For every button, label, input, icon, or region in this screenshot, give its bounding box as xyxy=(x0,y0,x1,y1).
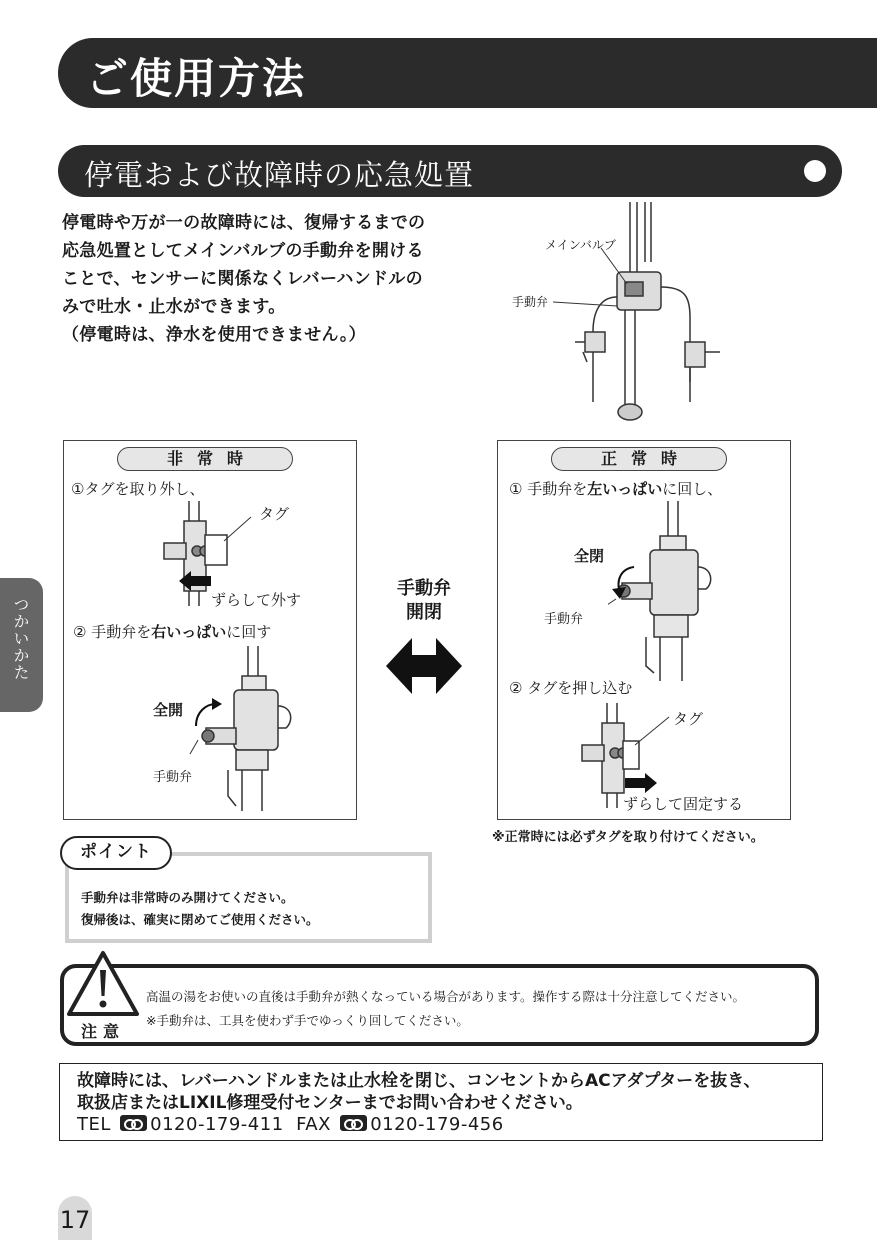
valve-overview-drawing xyxy=(505,202,745,432)
point-line1: 手動弁は非常時のみ開けてください。 xyxy=(81,890,294,905)
normal-panel xyxy=(497,440,791,820)
page-number: 17 xyxy=(58,1196,92,1240)
emergency-step2 xyxy=(73,621,271,642)
caution-box xyxy=(60,964,819,1046)
intro-line: みで吐水・止水ができます。 xyxy=(62,297,286,317)
emergency-step2-prefix: ② 手動弁を xyxy=(73,623,152,641)
normal-manual-valve: 手動弁 xyxy=(544,612,584,627)
normal-step1-bold: 左いっぱい xyxy=(587,480,663,498)
tel-number: 0120-179-411 xyxy=(150,1114,284,1135)
emergency-step2-bold: 右いっぱい xyxy=(151,623,227,641)
tel-label: TEL xyxy=(77,1114,111,1135)
caution-line1: 高温の湯をお使いの直後は手動弁が熱くなっている場合があります。操作する際は十分注意してください。 xyxy=(146,989,746,1004)
caution-label: 注意 xyxy=(78,1019,128,1042)
page-header xyxy=(58,38,877,108)
emergency-slide-remove: ずらして外す xyxy=(211,591,302,609)
intro-line: （停電時は、浄水を使用できません。） xyxy=(62,325,366,345)
emergency-fully-open: 全開 xyxy=(153,701,184,719)
caution-line2: ※手動弁は、工具を使わず手でゆっくり回してください。 xyxy=(146,1013,469,1028)
contact-line1: 故障時には、レバーハンドルまたは止水栓を閉じ、コンセントからACアダプターを抜き、 xyxy=(77,1071,761,1091)
manual-valve-toggle-label xyxy=(386,577,462,625)
page-title: ご使用方法 xyxy=(86,54,307,103)
contact-line2: 取扱店またはLIXIL修理受付センターまでお問い合わせください。 xyxy=(77,1093,583,1113)
normal-step1 xyxy=(509,478,722,499)
normal-step1-suffix: に回し、 xyxy=(662,480,723,498)
side-tab xyxy=(0,578,43,712)
contact-phone-line xyxy=(77,1114,822,1136)
warning-icon xyxy=(67,950,139,1018)
intro-line: 停電時や万が一の故障時には、復帰するまでの xyxy=(62,213,426,233)
emergency-title: 非常時 xyxy=(117,447,293,471)
point-line2: 復帰後は、確実に閉めてご使用ください。 xyxy=(81,912,319,927)
section-header xyxy=(58,145,842,197)
intro-text xyxy=(62,209,472,349)
section-title: 停電および故障時の応急処置 xyxy=(84,158,475,192)
intro-line: 応急処置としてメインバルブの手動弁を開ける xyxy=(62,241,424,261)
valve-close-illustration xyxy=(608,501,718,681)
point-label: ポイント xyxy=(60,836,172,870)
section-dot-icon xyxy=(804,160,826,182)
contact-box xyxy=(59,1063,823,1141)
side-tab-label: つかいかた xyxy=(11,596,30,681)
emergency-manual-valve: 手動弁 xyxy=(153,770,193,785)
free-dial-icon xyxy=(340,1115,367,1131)
double-arrow-icon xyxy=(386,638,462,694)
free-dial-icon xyxy=(120,1115,147,1131)
emergency-panel xyxy=(63,440,357,820)
normal-slide-fix: ずらして固定する xyxy=(623,795,744,813)
main-valve-label: メインバルブ xyxy=(545,238,616,252)
fax-label: FAX xyxy=(296,1114,331,1135)
emergency-step2-suffix: に回す xyxy=(226,623,272,641)
normal-fully-closed: 全閉 xyxy=(574,547,605,565)
normal-tag-label: タグ xyxy=(673,710,704,728)
valve-open-illustration xyxy=(184,646,304,811)
middle-line1: 手動弁 xyxy=(397,578,451,599)
normal-step2: ② タグを押し込む xyxy=(509,679,633,697)
fax-number: 0120-179-456 xyxy=(370,1114,504,1135)
valve-overview-illustration xyxy=(505,202,745,432)
emergency-step1: ①タグを取り外し、 xyxy=(71,480,205,498)
normal-step1-prefix: ① 手動弁を xyxy=(509,480,588,498)
middle-line2: 開閉 xyxy=(406,602,442,623)
normal-note: ※正常時には必ずタグを取り付けてください。 xyxy=(492,830,764,845)
normal-title: 正常時 xyxy=(551,447,727,471)
manual-valve-label: 手動弁 xyxy=(512,295,549,309)
emergency-tag-label: タグ xyxy=(259,505,290,523)
intro-line: ことで、センサーに関係なくレバーハンドルの xyxy=(62,269,423,289)
